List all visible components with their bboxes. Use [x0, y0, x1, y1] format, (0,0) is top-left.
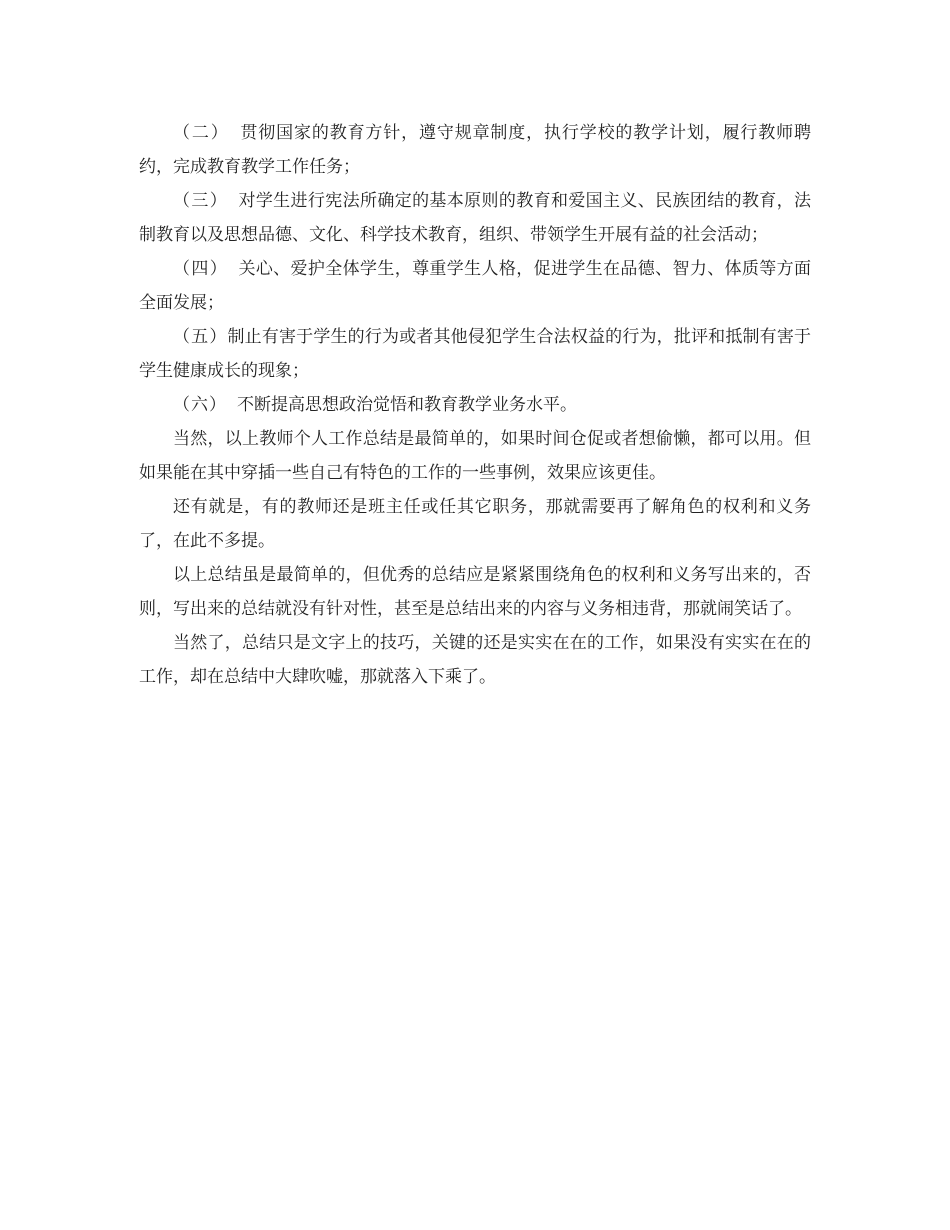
paragraph-other-roles: [139, 490, 811, 558]
document-body: [139, 116, 811, 694]
paragraph-duty-6: [139, 388, 811, 422]
paragraph-duty-3: [139, 184, 811, 252]
item-label: （二）: [173, 123, 230, 143]
paragraph-text: 关心、爱护全体学生，尊重学生人格，促进学生在品德、智力、体质等方面全面发展；: [139, 259, 812, 313]
paragraph-text: 对学生进行宪法所确定的基本原则的教育和爱国主义、民族团结的教育，法制教育以及思想品德、文化、科学技术教育，组织、带领学生开展有益的社会活动；: [139, 191, 812, 245]
paragraph-text: 以上总结虽是最简单的，但优秀的总结应是紧紧围绕角色的权利和义务写出来的，否则，写出来的总结就没有针对性，甚至是总结出来的内容与义务相违背，那就闹笑话了。: [139, 565, 811, 619]
item-label: （六）: [173, 395, 227, 415]
paragraph-conclusion: [139, 626, 811, 694]
paragraph-text: 当然了，总结只是文字上的技巧，关键的还是实实在在的工作，如果没有实实在在的工作，却在总结中大肆吹嘘，那就落入下乘了。: [139, 633, 811, 687]
paragraph-text: 当然，以上教师个人工作总结是最简单的，如果时间仓促或者想偷懒，都可以用。但如果能在其中穿插一些自己有特色的工作的一些事例，效果应该更佳。: [139, 429, 811, 483]
paragraph-duty-5: [139, 320, 811, 388]
paragraph-text: 贯彻国家的教育方针，遵守规章制度，执行学校的教学计划，履行教师聘约，完成教育教学工作任务；: [139, 123, 812, 177]
paragraph-text: 不断提高思想政治觉悟和教育教学业务水平。: [237, 395, 577, 415]
paragraph-excellent-summary: [139, 558, 811, 626]
paragraph-text: 还有就是，有的教师还是班主任或任其它职务，那就需要再了解角色的权利和义务了，在此不多提。: [139, 497, 811, 551]
paragraph-duty-2: [139, 116, 811, 184]
paragraph-text: 制止有害于学生的行为或者其他侵犯学生合法权益的行为，批评和抵制有害于学生健康成长的现象；: [139, 327, 811, 381]
item-label: （四）: [173, 259, 229, 279]
item-label: （三）: [173, 191, 229, 211]
item-label: （五）: [173, 327, 228, 347]
paragraph-duty-4: [139, 252, 811, 320]
paragraph-summary-note: [139, 422, 811, 490]
